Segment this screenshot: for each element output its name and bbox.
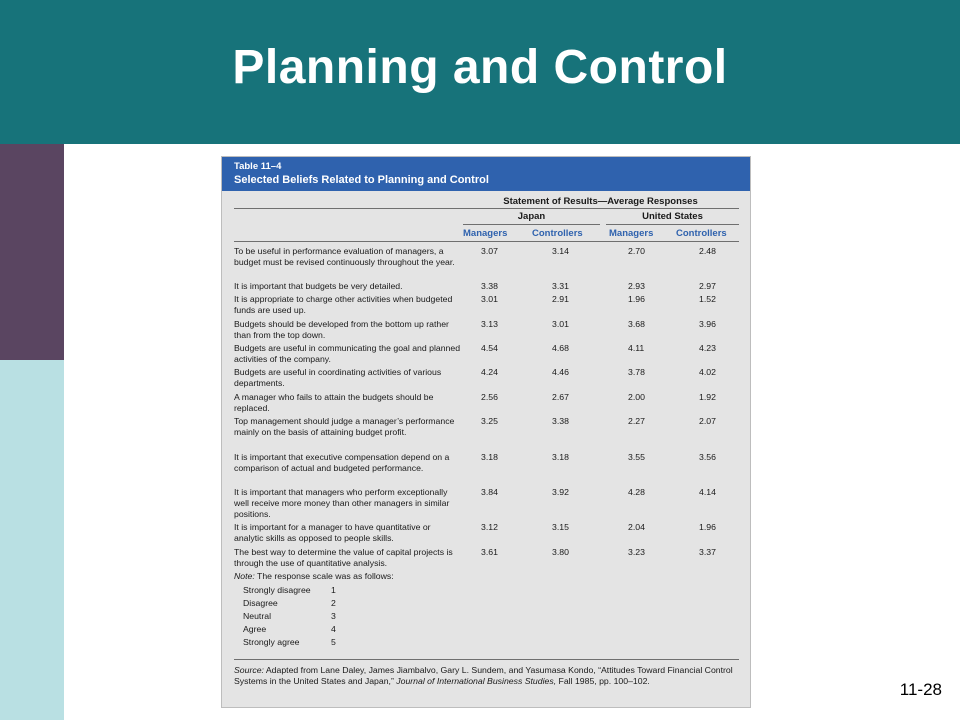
cell-us-controllers: 4.14 [699, 487, 716, 497]
cell-japan-managers: 3.01 [481, 294, 498, 304]
col-header-us-controllers: Controllers [676, 228, 727, 239]
cell-japan-controllers: 2.91 [552, 294, 569, 304]
divider [234, 659, 739, 660]
table-title: Selected Beliefs Related to Planning and Control [234, 174, 489, 186]
cell-japan-managers: 4.24 [481, 367, 498, 377]
row-statement: It is important for a manager to have quantitative or analytic skills as opposed to people skills. [234, 522, 431, 544]
row-statement: Top management should judge a manager’s performance mainly on the basis of attaining budget profit. [234, 416, 455, 438]
slide-number: 11-28 [899, 680, 942, 699]
cell-japan-controllers: 3.38 [552, 416, 569, 426]
statement-header: Statement of Results—Average Responses [503, 196, 698, 207]
cell-japan-controllers: 4.46 [552, 367, 569, 377]
title-banner [0, 0, 960, 144]
cell-japan-managers: 3.12 [481, 522, 498, 532]
note-label: Note: [234, 571, 255, 581]
cell-japan-managers: 3.38 [481, 281, 498, 291]
side-bar-purple [0, 144, 64, 360]
col-header-us-managers: Managers [609, 228, 654, 239]
cell-japan-controllers: 3.92 [552, 487, 569, 497]
cell-us-managers: 4.28 [628, 487, 645, 497]
cell-japan-controllers: 3.18 [552, 452, 569, 462]
cell-japan-controllers: 3.31 [552, 281, 569, 291]
cell-japan-managers: 3.13 [481, 319, 498, 329]
slide-title: Planning and Control [232, 41, 728, 94]
cell-japan-managers: 2.56 [481, 392, 498, 402]
scale-note [234, 571, 394, 581]
cell-japan-controllers: 3.01 [552, 319, 569, 329]
row-statement: To be useful in performance evaluation of managers, a budget must be revised continuously throughout the year. [234, 246, 455, 268]
col-header-japan-managers: Managers [463, 228, 508, 239]
cell-us-controllers: 1.52 [699, 294, 716, 304]
cell-us-controllers: 4.23 [699, 343, 716, 353]
cell-japan-managers: 3.18 [481, 452, 498, 462]
scale-label: Neutral [243, 611, 272, 621]
row-statement: It is important that managers who perform exceptionally well receive more money than other managers in similar positions. [234, 487, 450, 520]
cell-us-controllers: 1.96 [699, 522, 716, 532]
cell-us-managers: 2.00 [628, 392, 645, 402]
divider [234, 208, 739, 209]
col-header-japan-controllers: Controllers [532, 228, 583, 239]
table-label: Table 11–4 [234, 161, 282, 172]
cell-japan-controllers: 3.80 [552, 547, 569, 557]
scale-label: Disagree [243, 598, 278, 608]
scale-value: 4 [331, 624, 336, 634]
cell-japan-managers: 3.07 [481, 246, 498, 256]
note-text: The response scale was as follows: [254, 571, 394, 581]
source-text: Adapted from Lane Daley, James Jiambalvo, Gary L. Sundem, and Yasumasa Kondo, “Attitudes Toward Financial Control Systems in the United States and Japan,” [234, 665, 733, 687]
row-statement: Budgets should be developed from the bottom up rather than from the top down. [234, 319, 449, 341]
cell-us-managers: 3.55 [628, 452, 645, 462]
group-japan: Japan [517, 211, 546, 222]
scale-value: 2 [331, 598, 336, 608]
scale-label: Agree [243, 624, 267, 634]
table-source [234, 665, 739, 687]
cell-us-controllers: 3.56 [699, 452, 716, 462]
scale-label: Strongly disagree [243, 585, 311, 595]
source-label: Source: [234, 665, 264, 675]
cell-japan-managers: 3.61 [481, 547, 498, 557]
side-bar-light [0, 360, 64, 720]
cell-us-controllers: 2.07 [699, 416, 716, 426]
cell-us-managers: 3.23 [628, 547, 645, 557]
cell-us-managers: 3.68 [628, 319, 645, 329]
cell-japan-controllers: 3.14 [552, 246, 569, 256]
scale-value: 1 [331, 585, 336, 595]
divider [234, 241, 739, 242]
cell-us-controllers: 3.37 [699, 547, 716, 557]
row-statement: It is important that executive compensation depend on a comparison of actual and budgeted performance. [234, 452, 450, 474]
cell-us-managers: 2.27 [628, 416, 645, 426]
divider [606, 224, 739, 225]
cell-us-managers: 1.96 [628, 294, 645, 304]
row-statement: The best way to determine the value of capital projects is through the use of quantitative analysis. [234, 547, 453, 569]
row-statement: It is appropriate to charge other activities when budgeted funds are used up. [234, 294, 453, 316]
row-statement: Budgets are useful in coordinating activities of various departments. [234, 367, 442, 389]
cell-us-controllers: 1.92 [699, 392, 716, 402]
cell-japan-managers: 3.84 [481, 487, 498, 497]
scale-value: 5 [331, 637, 336, 647]
cell-us-managers: 4.11 [628, 343, 645, 353]
row-statement: A manager who fails to attain the budgets should be replaced. [234, 392, 434, 414]
cell-us-managers: 2.93 [628, 281, 645, 291]
source-journal: Journal of International Business Studies, [396, 676, 557, 687]
cell-us-managers: 3.78 [628, 367, 645, 377]
cell-japan-managers: 3.25 [481, 416, 498, 426]
scale-label: Strongly agree [243, 637, 300, 647]
cell-us-controllers: 4.02 [699, 367, 716, 377]
cell-us-controllers: 2.97 [699, 281, 716, 291]
table-figure [221, 156, 751, 708]
divider [463, 224, 600, 225]
cell-japan-controllers: 4.68 [552, 343, 569, 353]
cell-japan-managers: 4.54 [481, 343, 498, 353]
source-date: Fall 1985, pp. 100–102. [556, 676, 650, 687]
cell-us-managers: 2.70 [628, 246, 645, 256]
cell-us-managers: 2.04 [628, 522, 645, 532]
table-header [222, 157, 750, 191]
scale-value: 3 [331, 611, 336, 621]
cell-us-controllers: 2.48 [699, 246, 716, 256]
row-statement: Budgets are useful in communicating the goal and planned activities of the company. [234, 343, 461, 365]
cell-japan-controllers: 2.67 [552, 392, 569, 402]
cell-us-controllers: 3.96 [699, 319, 716, 329]
cell-japan-controllers: 3.15 [552, 522, 569, 532]
group-united-states: United States [642, 211, 703, 222]
row-statement: It is important that budgets be very detailed. [234, 281, 403, 291]
